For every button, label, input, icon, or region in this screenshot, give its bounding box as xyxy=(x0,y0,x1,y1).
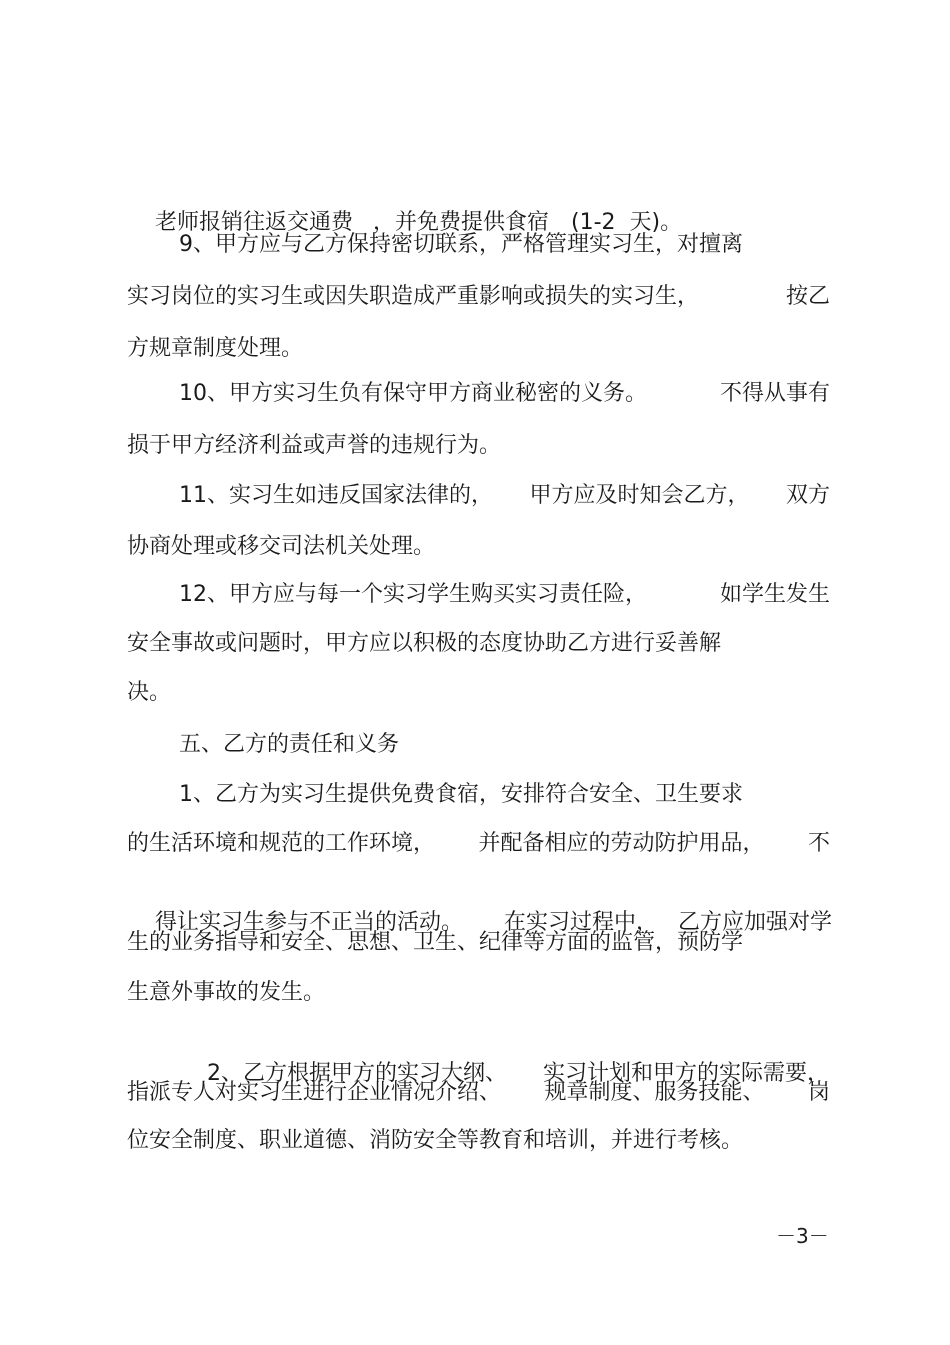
text-line: 方规章制度处理。 xyxy=(127,336,304,361)
text-line: 的生活环境和规范的工作环境， 并配备相应的劳动防护用品， 不 xyxy=(127,831,830,856)
text-line: 损于甲方经济利益或声誉的违规行为。 xyxy=(127,433,502,458)
text-line: 决。 xyxy=(127,680,172,705)
text-line: 10、甲方实习生负有保守甲方商业秘密的义务。 不得从事有 xyxy=(179,381,830,406)
text-line: 生的业务指导和安全、思想、卫生、纪律等方面的监管，预防学 xyxy=(127,930,744,955)
text-line: 老师报销往返交通费 ，并免费提供食宿 (1-2 天)。 xyxy=(154,210,683,235)
text-line: 指派专人对实习生进行企业情况介绍、 规章制度、服务技能、 岗 xyxy=(127,1080,830,1105)
text-line: 12、甲方应与每一个实习学生购买实习责任险， 如学生发生 xyxy=(179,582,830,607)
page-number: －3－ xyxy=(776,1224,829,1248)
text-line: 2、乙方根据甲方的实习大纲、 实习计划和甲方的实际需要， xyxy=(206,1061,829,1086)
section-heading: 五、乙方的责任和义务 xyxy=(179,732,400,757)
text-line: 1、乙方为实习生提供免费食宿，安排符合安全、卫生要求 xyxy=(179,782,743,807)
text-line: 9、甲方应与乙方保持密切联系，严格管理实习生，对擅离 xyxy=(179,232,743,257)
text-line: 实习岗位的实习生或因失职造成严重影响或损失的实习生， 按乙 xyxy=(127,284,830,309)
text-line: 位安全制度、职业道德、消防安全等教育和培训，并进行考核。 xyxy=(127,1128,744,1153)
text-line: 11、实习生如违反国家法律的， 甲方应及时知会乙方， 双方 xyxy=(179,483,830,508)
text-line: 生意外事故的发生。 xyxy=(127,980,326,1005)
text-line: 协商处理或移交司法机关处理。 xyxy=(127,534,436,559)
text-line: 得让实习生参与不正当的活动。 在实习过程中， 乙方应加强对学 xyxy=(154,910,833,935)
text-line: 安全事故或问题时，甲方应以积极的态度协助乙方进行妥善解 xyxy=(127,631,722,656)
